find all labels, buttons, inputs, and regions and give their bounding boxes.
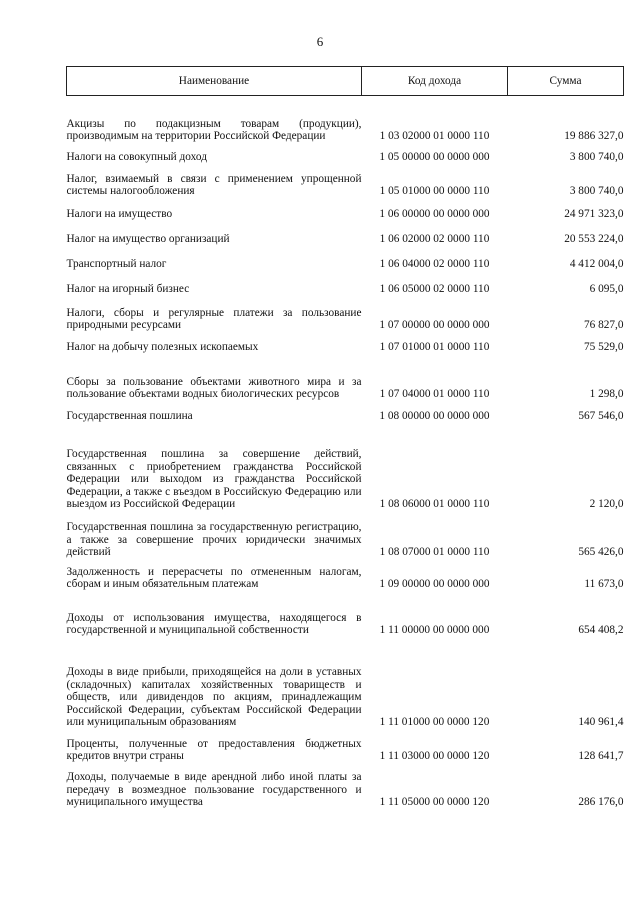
row-sum: 20 553 224,0 bbox=[564, 233, 624, 246]
row-code: 1 08 07000 01 0000 110 bbox=[379, 546, 490, 559]
table-row bbox=[67, 246, 624, 271]
table-row bbox=[67, 164, 624, 198]
row-sum: 3 800 740,0 bbox=[569, 151, 624, 164]
row-sum: 565 426,0 bbox=[578, 546, 624, 559]
table-row bbox=[67, 143, 624, 164]
row-name: Доходы от использования имущества, находящегося в государственной и муниципальной собственности bbox=[66, 611, 362, 637]
row-code: 1 11 03000 00 0000 120 bbox=[379, 750, 490, 763]
row-code: 1 05 01000 00 0000 110 bbox=[379, 185, 490, 198]
row-sum: 3 800 740,0 bbox=[569, 185, 624, 198]
table-row bbox=[67, 591, 624, 637]
table-row bbox=[67, 221, 624, 246]
row-sum: 6 095,0 bbox=[589, 283, 624, 296]
row-code: 1 11 05000 00 0000 120 bbox=[379, 796, 490, 809]
row-code: 1 06 05000 02 0000 110 bbox=[379, 283, 490, 296]
row-name: Транспортный налог bbox=[66, 258, 167, 271]
row-name: Налог на имущество организаций bbox=[66, 233, 230, 246]
table-row bbox=[67, 423, 624, 511]
row-sum: 140 961,4 bbox=[578, 716, 624, 729]
revenue-table bbox=[66, 66, 624, 809]
row-code: 1 07 01000 01 0000 110 bbox=[379, 341, 490, 354]
row-name: Доходы в виде прибыли, приходящейся на доли в уставных (складочных) капиталах хозяйственных товариществ и обществ, или дивидендов по акциям, принадлежащим Российской Федерации, субъектам Российской Федерации или муниципальным образованиям bbox=[66, 666, 362, 729]
row-sum: 1 298,0 bbox=[589, 388, 624, 401]
row-sum: 75 529,0 bbox=[583, 341, 624, 354]
row-name: Государственная пошлина bbox=[66, 410, 193, 423]
row-code: 1 06 02000 02 0000 110 bbox=[379, 233, 490, 246]
row-code: 1 07 00000 00 0000 000 bbox=[379, 319, 490, 332]
row-code: 1 11 00000 00 0000 000 bbox=[379, 624, 490, 637]
row-name: Налоги, сборы и регулярные платежи за пользование природными ресурсами bbox=[66, 306, 362, 332]
row-sum: 24 971 323,0 bbox=[564, 208, 624, 221]
table-row bbox=[67, 96, 624, 143]
row-sum: 76 827,0 bbox=[583, 319, 624, 332]
row-name: Налог на добычу полезных ископаемых bbox=[66, 341, 259, 354]
table-row bbox=[67, 401, 624, 423]
page-number: 6 bbox=[316, 34, 324, 49]
table-row bbox=[67, 559, 624, 591]
table-row bbox=[67, 296, 624, 332]
row-name: Доходы, получаемые в виде арендной либо иной платы за передачу в возмездное пользование государственного и муниципального имущества bbox=[66, 771, 362, 809]
row-name: Сборы за пользование объектами животного мира и за пользование объектами водных биологических ресурсов bbox=[66, 375, 362, 401]
row-code: 1 09 00000 00 0000 000 bbox=[379, 578, 490, 591]
row-sum: 567 546,0 bbox=[578, 410, 624, 423]
row-code: 1 08 00000 00 0000 000 bbox=[379, 410, 490, 423]
table-row bbox=[67, 332, 624, 354]
header-name: Наименование bbox=[67, 67, 362, 96]
row-name: Акцизы по подакцизным товарам (продукции), производимым на территории Российской Федерации bbox=[66, 117, 362, 143]
row-code: 1 11 01000 00 0000 120 bbox=[379, 716, 490, 729]
row-sum: 11 673,0 bbox=[584, 578, 624, 591]
table-row bbox=[67, 637, 624, 729]
table-row bbox=[67, 729, 624, 763]
table-row bbox=[67, 271, 624, 296]
row-code: 1 03 02000 01 0000 110 bbox=[379, 130, 490, 143]
row-name: Налоги на совокупный доход bbox=[66, 151, 207, 164]
row-sum: 654 408,2 bbox=[578, 624, 624, 637]
header-sum: Сумма bbox=[508, 67, 624, 96]
row-code: 1 06 04000 02 0000 110 bbox=[379, 258, 490, 271]
row-sum: 2 120,0 bbox=[589, 498, 624, 511]
row-name: Государственная пошлина за государственную регистрацию, а также за совершение прочих юридически значимых действий bbox=[66, 521, 362, 559]
row-name: Задолженность и перерасчеты по отмененным налогам, сборам и иным обязательным платежам bbox=[66, 565, 362, 591]
table-row bbox=[67, 198, 624, 221]
table-row bbox=[67, 511, 624, 559]
row-code: 1 07 04000 01 0000 110 bbox=[379, 388, 490, 401]
table-row bbox=[67, 763, 624, 809]
row-name: Налог, взимаемый в связи с применением упрощенной системы налогообложения bbox=[66, 172, 362, 198]
row-code: 1 08 06000 01 0000 110 bbox=[379, 498, 490, 511]
row-name: Проценты, полученные от предоставления бюджетных кредитов внутри страны bbox=[66, 737, 362, 763]
row-name: Налоги на имущество bbox=[66, 208, 173, 221]
table-header-row bbox=[67, 67, 624, 96]
table-row bbox=[67, 354, 624, 401]
row-code: 1 05 00000 00 0000 000 bbox=[379, 151, 490, 164]
row-sum: 128 641,7 bbox=[578, 750, 624, 763]
row-code: 1 06 00000 00 0000 000 bbox=[379, 208, 490, 221]
row-sum: 19 886 327,0 bbox=[564, 130, 624, 143]
header-code: Код дохода bbox=[362, 67, 508, 96]
row-sum: 286 176,0 bbox=[578, 796, 624, 809]
row-name: Государственная пошлина за совершение действий, связанных с приобретением гражданства Российской Федерации или выходом из гражданства Российской Федерации, а также с въездом в Российскую Федерацию или выездом из Российской Федерации bbox=[66, 448, 362, 511]
row-name: Налог на игорный бизнес bbox=[66, 283, 190, 296]
row-sum: 4 412 004,0 bbox=[569, 258, 624, 271]
